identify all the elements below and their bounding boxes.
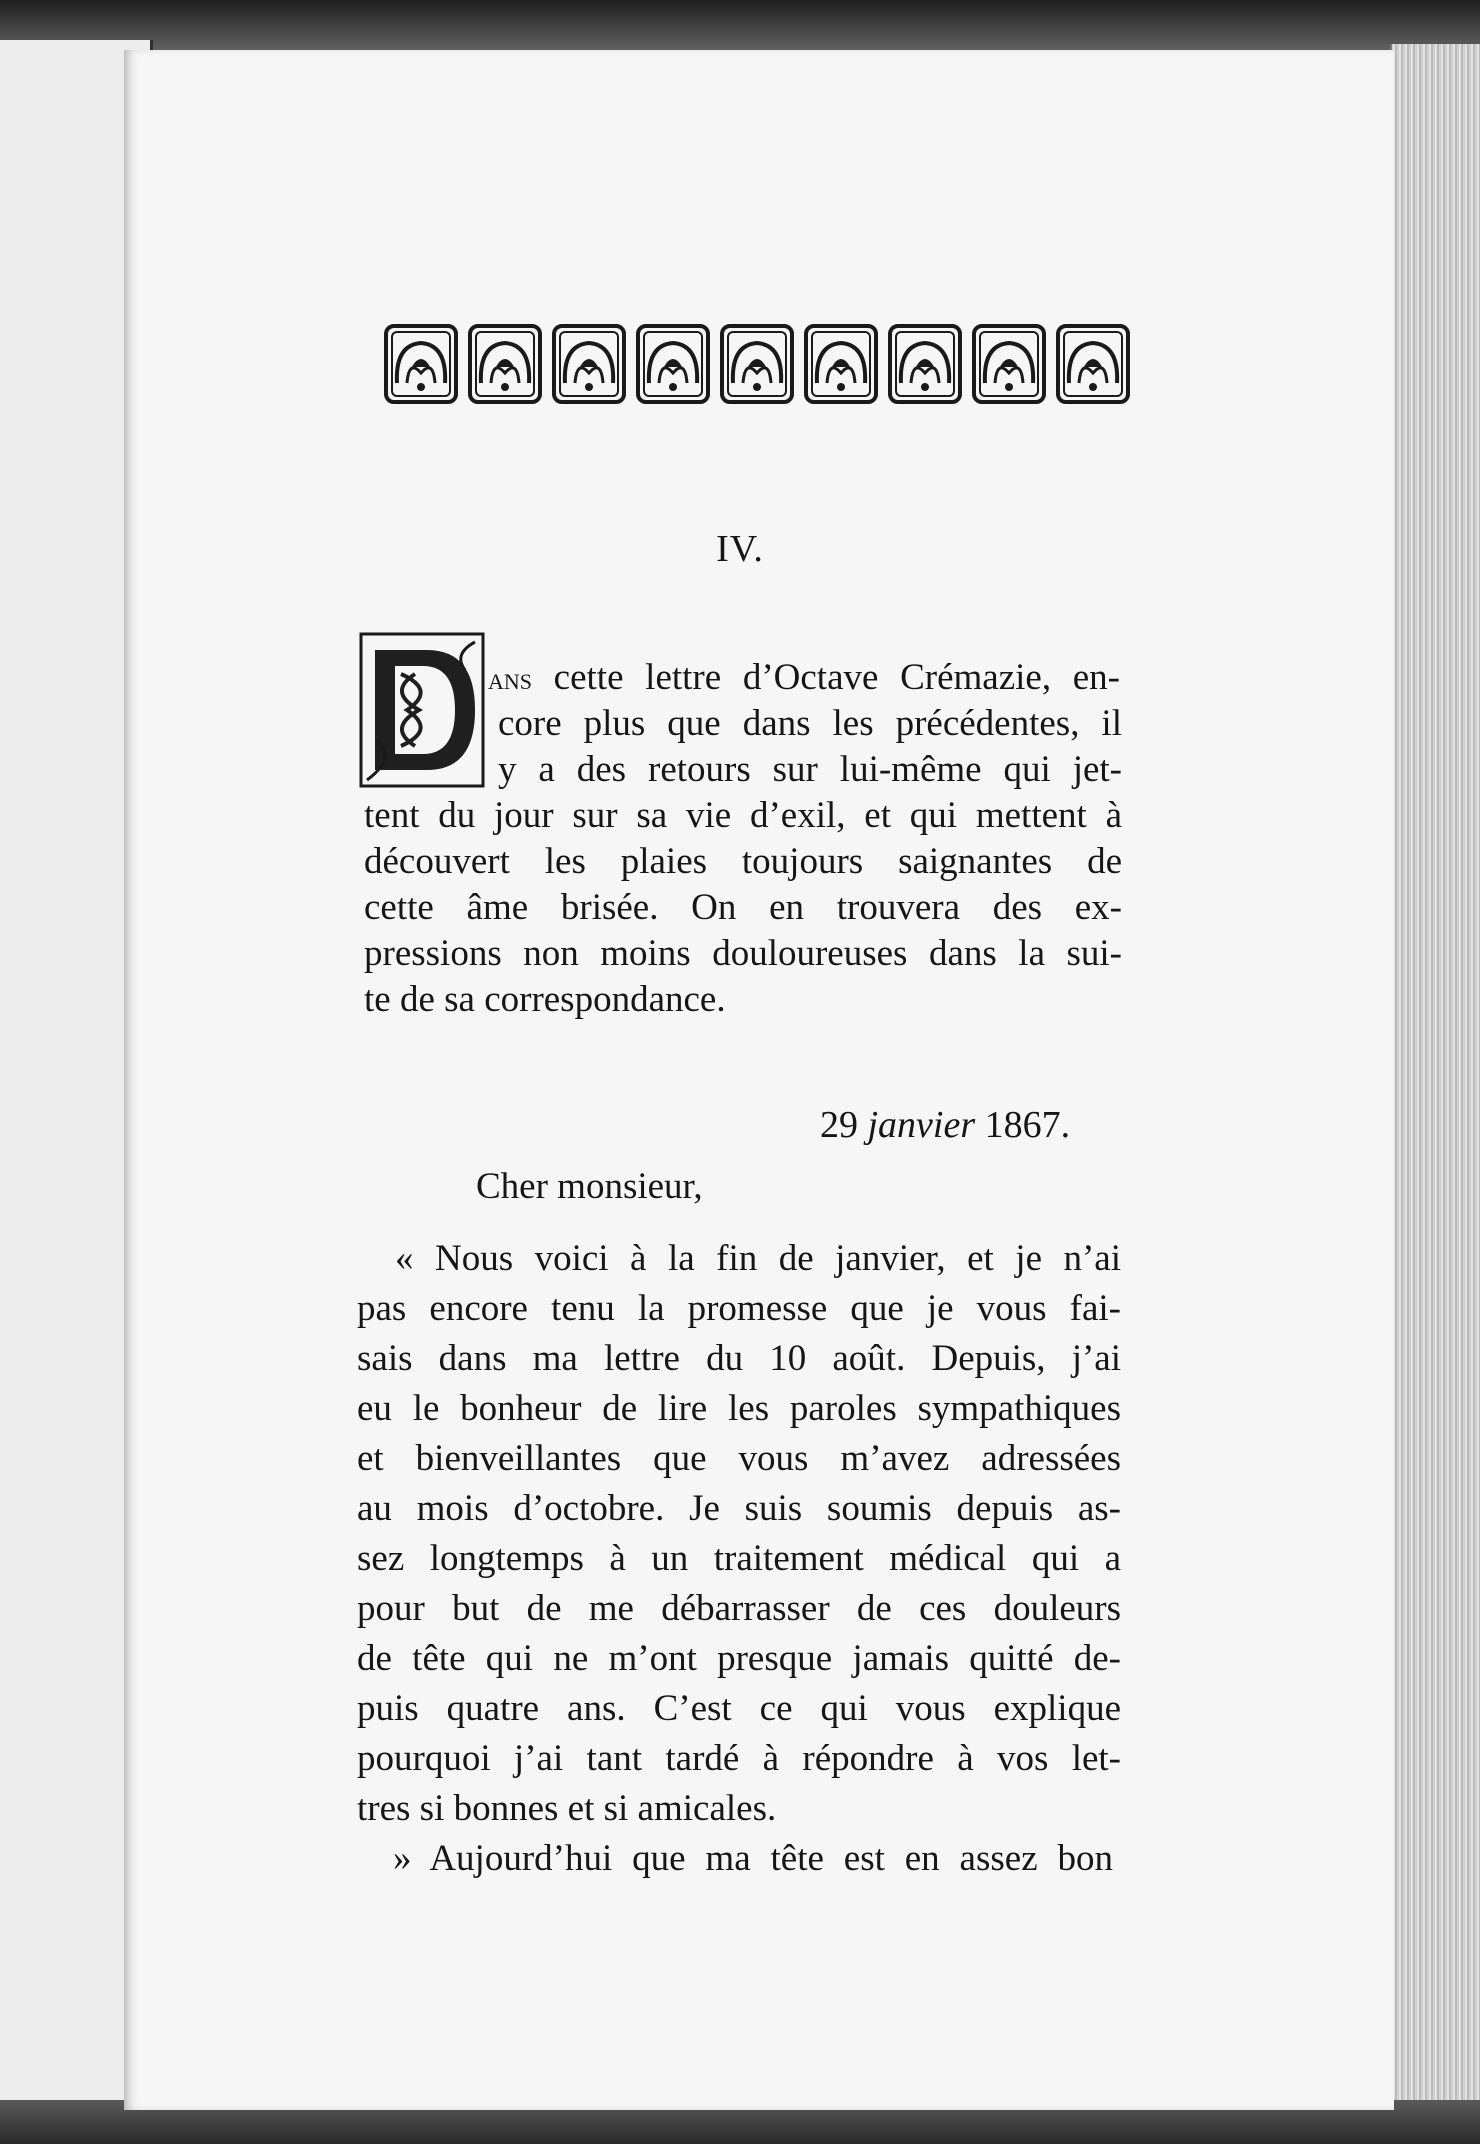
intro-line-2: core plus que dans les précédentes, il bbox=[498, 703, 1122, 744]
intro-line-4: tent du jour sur sa vie d’exil, et qui mettent à bbox=[364, 795, 1122, 836]
letter-line: sez longtemps à un traitement médical qui a bbox=[357, 1538, 1121, 1579]
ornament-tile bbox=[467, 323, 543, 405]
intro-line-7: pressions non moins douloureuses dans la sui- bbox=[364, 933, 1122, 974]
ornament-tile-icon bbox=[551, 323, 627, 405]
letter-line: » Aujourd’hui que ma tête est en assez bon bbox=[393, 1838, 1113, 1879]
ornament-tile bbox=[551, 323, 627, 405]
date-day: 29 bbox=[820, 1104, 858, 1146]
date-year: 1867. bbox=[984, 1104, 1071, 1146]
letter-line: pas encore tenu la promesse que je vous fai- bbox=[357, 1288, 1121, 1329]
letter-line: pour but de me débarrasser de ces douleurs bbox=[357, 1588, 1121, 1629]
letter-line: puis quatre ans. C’est ce qui vous explique bbox=[357, 1688, 1121, 1729]
letter-line: eu le bonheur de lire les paroles sympathiques bbox=[357, 1388, 1121, 1429]
ornament-tile-icon bbox=[971, 323, 1047, 405]
letter-line: au mois d’octobre. Je suis soumis depuis as- bbox=[357, 1488, 1121, 1529]
ornament-tile-icon bbox=[719, 323, 795, 405]
ornament-tile-icon bbox=[1055, 323, 1131, 405]
ornament-tile bbox=[803, 323, 879, 405]
ornament-tile-icon bbox=[467, 323, 543, 405]
ornament-tile-icon bbox=[803, 323, 879, 405]
date-month: janvier bbox=[867, 1104, 976, 1146]
drop-cap-d-icon bbox=[357, 630, 487, 790]
letter-line: pourquoi j’ai tant tardé à répondre à vos let- bbox=[357, 1738, 1121, 1779]
book-page-edges bbox=[1390, 44, 1480, 2144]
intro-line-6: cette âme brisée. On en trouvera des ex- bbox=[364, 887, 1122, 928]
letter-date bbox=[820, 1103, 1080, 1147]
ornament-tile-icon bbox=[887, 323, 963, 405]
letter-line: sais dans ma lettre du 10 août. Depuis, j’ai bbox=[357, 1338, 1121, 1379]
ornament-tile bbox=[719, 323, 795, 405]
intro-line-1-text: cette lettre d’Octave Crémazie, en- bbox=[532, 657, 1120, 698]
ornament-tile-icon bbox=[635, 323, 711, 405]
ornament-tile bbox=[383, 323, 459, 405]
chapter-number: IV. bbox=[716, 528, 764, 570]
intro-line-5: découvert les plaies toujours saignantes de bbox=[364, 841, 1122, 882]
letter-line: tres si bonnes et si amicales. bbox=[357, 1788, 777, 1829]
letter-salutation: Cher monsieur, bbox=[476, 1166, 703, 1207]
letter-line: et bienveillantes que vous m’avez adressées bbox=[357, 1438, 1121, 1479]
header-ornament-band bbox=[383, 323, 1131, 405]
intro-line-3: y a des retours sur lui-même qui jet- bbox=[498, 749, 1122, 790]
ornament-tile bbox=[1055, 323, 1131, 405]
ornament-tile bbox=[887, 323, 963, 405]
ornament-tile bbox=[635, 323, 711, 405]
ornament-tile bbox=[971, 323, 1047, 405]
drop-cap-ornament bbox=[357, 630, 487, 790]
letter-line: de tête qui ne m’ont presque jamais quitté de- bbox=[357, 1638, 1121, 1679]
intro-line-8: te de sa correspondance. bbox=[364, 979, 726, 1020]
intro-line-1 bbox=[488, 655, 1120, 702]
drop-cap-continuation: ans bbox=[488, 661, 533, 696]
ornament-tile-icon bbox=[383, 323, 459, 405]
letter-line: « Nous voici à la fin de janvier, et je n’ai bbox=[395, 1238, 1121, 1279]
